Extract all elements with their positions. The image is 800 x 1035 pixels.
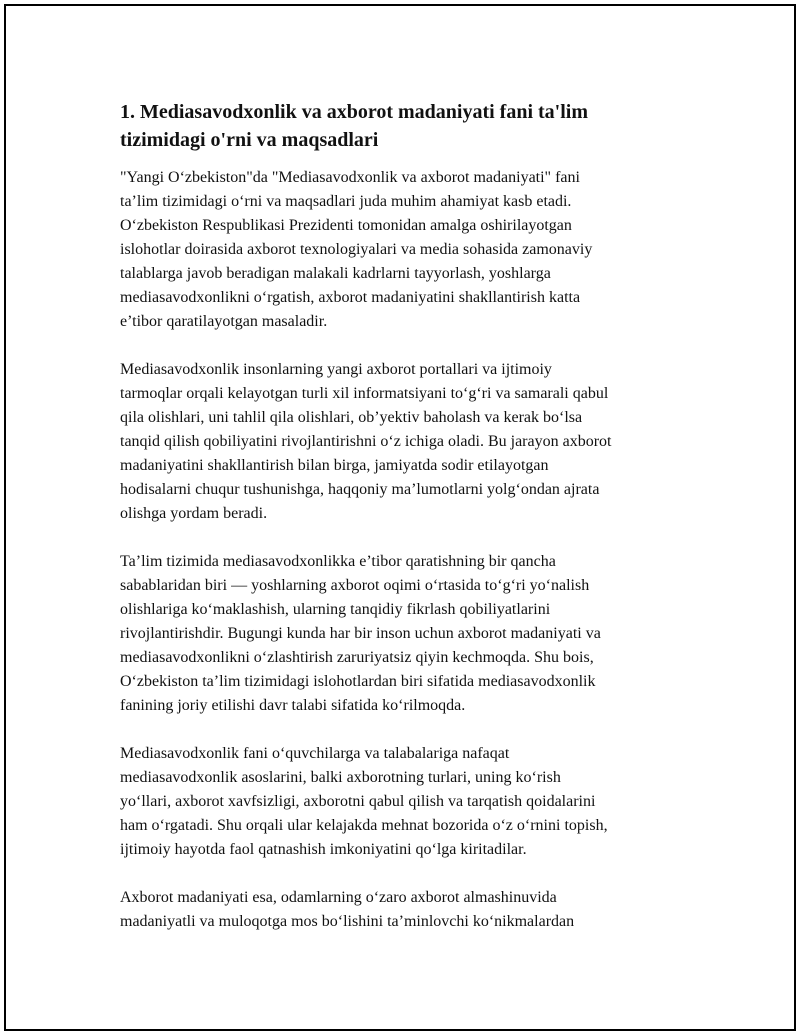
text-line: olishlariga ko‘maklashish, ularning tanqidiy fikrlash qobiliyatlarini xyxy=(120,601,551,618)
text-line: "Yangi O‘zbekiston"da "Mediasavodxonlik va axborot madaniyati" fani xyxy=(120,169,580,186)
text-line: talablarga javob beradigan malakali kadrlarni tayyorlash, yoshlarga xyxy=(120,265,551,282)
text-line: O‘zbekiston ta’lim tizimidagi islohotlardan biri sifatida mediasavodxonlik xyxy=(120,673,596,690)
text-line: Mediasavodxonlik fani o‘quvchilarga va talabalariga nafaqat xyxy=(120,745,510,762)
text-line: O‘zbekiston Respublikasi Prezidenti tomonidan amalga oshirilayotgan xyxy=(120,217,572,234)
heading-line: 1. Mediasavodxonlik va axborot madaniyati fani ta'lim xyxy=(120,101,589,123)
text-line: tarmoqlar orqali kelayotgan turli xil informatsiyani to‘g‘ri va samarali qabul xyxy=(120,385,609,402)
text-line: islohotlar doirasida axborot texnologiyalari va media sohasida zamonaviy xyxy=(120,241,593,258)
text-line: tanqid qilish qobiliyatini rivojlantirishni o‘z ichiga oladi. Bu jarayon axborot xyxy=(120,433,612,450)
text-line: ta’lim tizimidagi o‘rni va maqsadlari juda muhim ahamiyat kasb etadi. xyxy=(120,193,572,210)
document-body xyxy=(120,98,680,958)
text-line: hodisalarni chuqur tushunishga, haqqoniy ma’lumotlarni yolg‘ondan ajrata xyxy=(120,481,600,498)
paragraph xyxy=(120,886,680,934)
text-line: e’tibor qaratilayotgan masaladir. xyxy=(120,313,328,330)
text-line: Ta’lim tizimida mediasavodxonlikka e’tibor qaratishning bir qancha xyxy=(120,553,556,570)
paragraph xyxy=(120,166,680,334)
text-line: madaniyatli va muloqotga mos bo‘lishini ta’minlovchi ko‘nikmalardan xyxy=(120,913,575,930)
text-line: rivojlantirishdir. Bugungi kunda har bir inson uchun axborot madaniyati va xyxy=(120,625,601,642)
heading-line: tizimidagi o'rni va maqsadlari xyxy=(120,129,379,151)
page-frame xyxy=(4,4,796,1031)
text-line: Mediasavodxonlik insonlarning yangi axborot portallari va ijtimoiy xyxy=(120,361,552,378)
text-line: mediasavodxonlik asoslarini, balki axborotning turlari, uning ko‘rish xyxy=(120,769,561,786)
text-line: qila olishlari, uni tahlil qila olishlari, ob’yektiv baholash va kerak bo‘lsa xyxy=(120,409,583,426)
text-line: madaniyatini shakllantirish bilan birga, jamiyatda sodir etilayotgan xyxy=(120,457,549,474)
text-line: ijtimoiy hayotda faol qatnashish imkoniyatini qo‘lga kiritadilar. xyxy=(120,841,527,858)
text-line: yo‘llari, axborot xavfsizligi, axborotni qabul qilish va tarqatish qoidalarini xyxy=(120,793,596,810)
paragraph xyxy=(120,550,680,718)
text-line: olishga yordam beradi. xyxy=(120,505,268,522)
text-line: ham o‘rgatadi. Shu orqali ular kelajakda mehnat bozorida o‘z o‘rnini topish, xyxy=(120,817,608,834)
section-heading xyxy=(120,98,680,154)
text-line: mediasavodxonlikni o‘zlashtirish zaruriyatsiz qiyin kechmoqda. Shu bois, xyxy=(120,649,594,666)
text-line: mediasavodxonlikni o‘rgatish, axborot madaniyatini shakllantirish katta xyxy=(120,289,581,306)
text-line: sabablaridan biri — yoshlarning axborot oqimi o‘rtasida to‘g‘ri yo‘nalish xyxy=(120,577,590,594)
text-line: Axborot madaniyati esa, odamlarning o‘zaro axborot almashinuvida xyxy=(120,889,557,906)
text-line: fanining joriy etilishi davr talabi sifatida ko‘rilmoqda. xyxy=(120,697,466,714)
paragraph xyxy=(120,358,680,526)
paragraph xyxy=(120,742,680,862)
